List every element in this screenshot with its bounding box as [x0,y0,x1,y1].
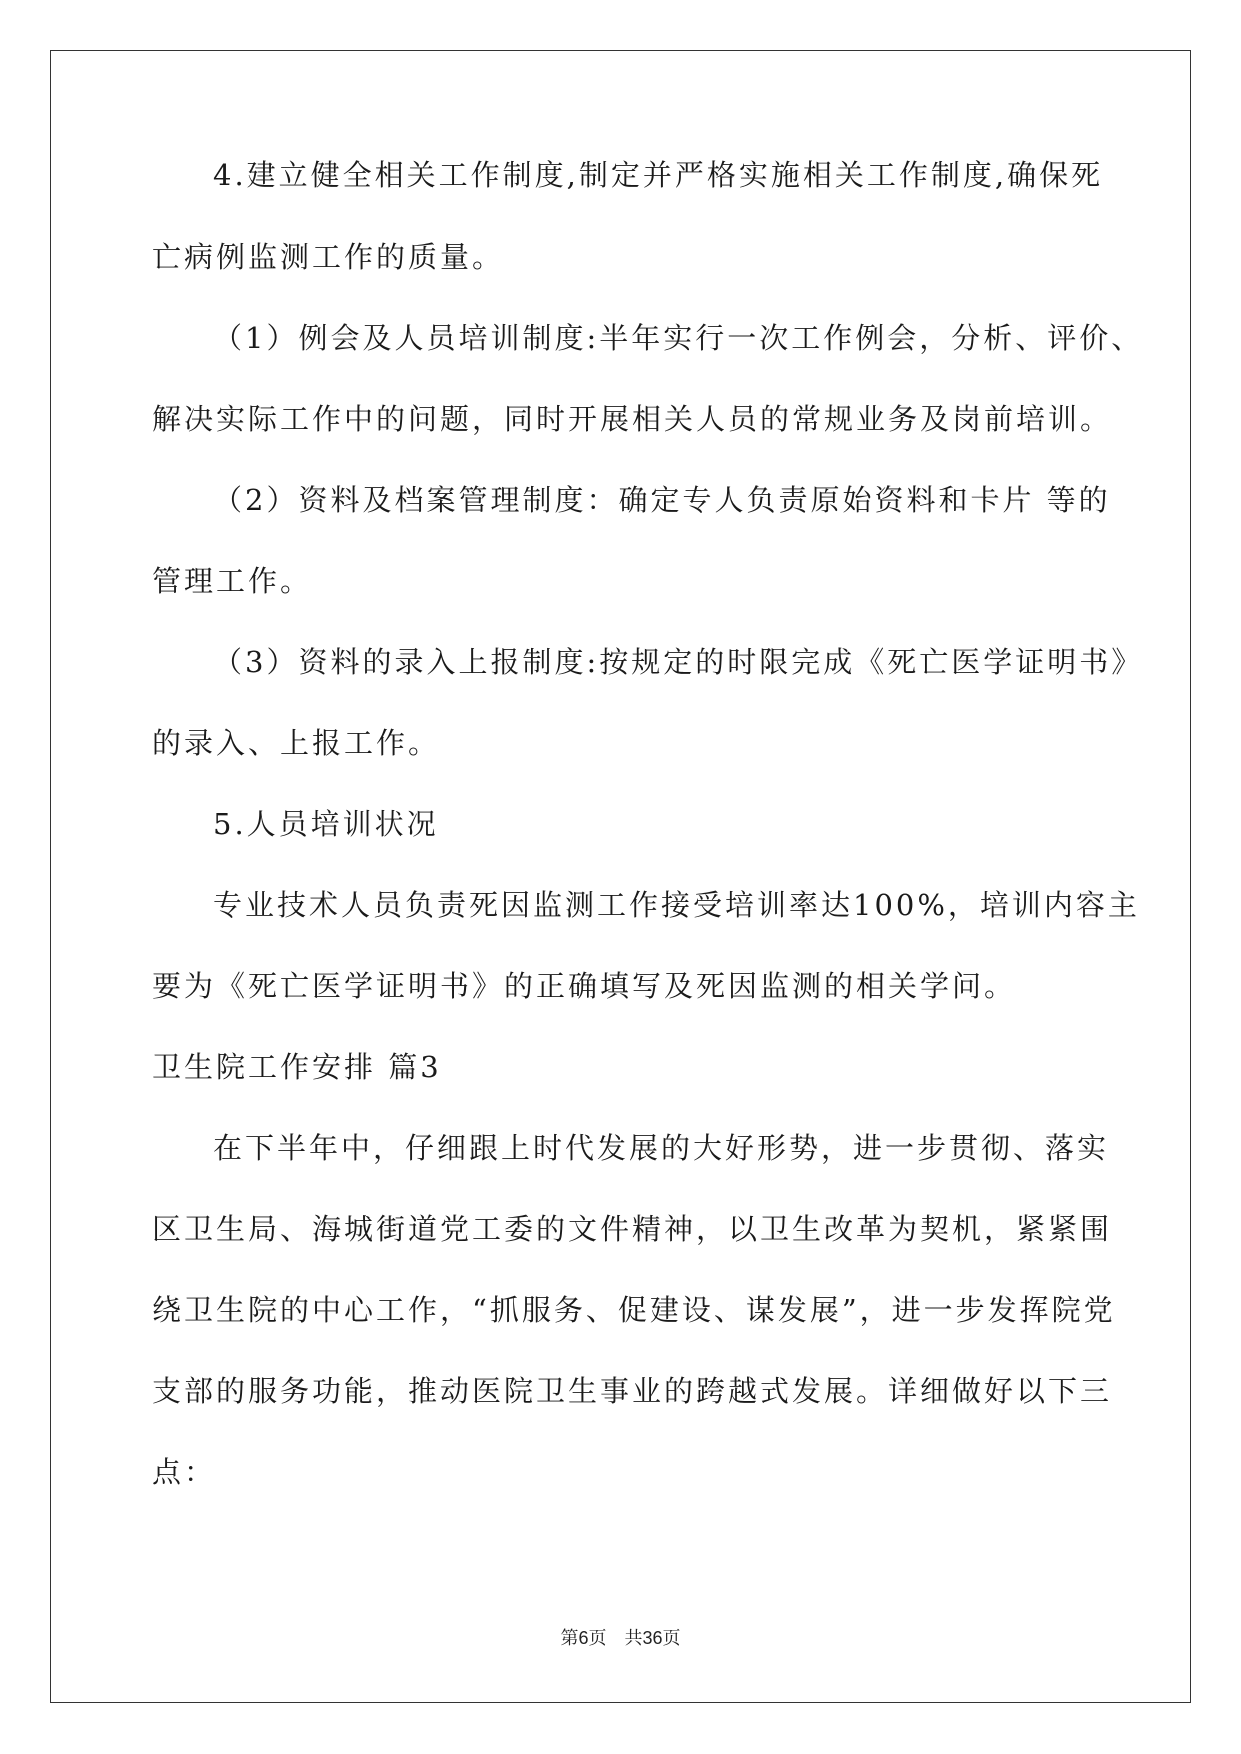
page-prefix: 第 [560,1628,579,1649]
paragraph-line: 专业技术人员负责死因监测工作接受培训率达100%，培训内容主 [213,888,1140,922]
page-border [50,50,1191,1703]
page-footer [0,1626,1241,1651]
paragraph-line: 区卫生局、海城街道党工委的文件精神，以卫生改革为契机，紧紧围 [152,1212,1113,1246]
section-heading: 5.人员培训状况 [213,807,439,841]
paragraph-line: 支部的服务功能，推动医院卫生事业的跨越式发展。详细做好以下三 [152,1374,1113,1408]
page-current: 6 [578,1628,589,1648]
page-suffix: 页 [588,1628,607,1649]
paragraph-line: 绕卫生院的中心工作，“抓服务、促建设、谋发展”，进一步发挥院党 [152,1293,1116,1327]
paragraph-line: （1）例会及人员培训制度:半年实行一次工作例会，分析、评价、 [213,321,1144,355]
paragraph-line: 管理工作。 [152,564,313,598]
paragraph-line: 在下半年中，仔细跟上时代发展的大好形势，进一步贯彻、落实 [213,1131,1110,1165]
page-total: 36 [642,1628,663,1648]
total-suffix: 页 [662,1628,681,1649]
paragraph-line: 解决实际工作中的问题，同时开展相关人员的常规业务及岗前培训。 [152,402,1113,436]
paragraph-line: 亡病例监测工作的质量。 [152,240,505,274]
paragraph-line: 的录入、上报工作。 [152,726,441,760]
article-title: 卫生院工作安排 篇3 [152,1050,442,1084]
paragraph-line: （3）资料的录入上报制度:按规定的时限完成《死亡医学证明书》 [213,645,1144,679]
total-prefix: 共 [624,1628,643,1649]
paragraph-line: 要为《死亡医学证明书》的正确填写及死因监测的相关学问。 [152,969,1017,1003]
paragraph-line: 点： [152,1455,217,1489]
paragraph-line: （2）资料及档案管理制度：确定专人负责原始资料和卡片 等的 [213,483,1111,517]
paragraph-line: 4.建立健全相关工作制度,制定并严格实施相关工作制度,确保死 [213,158,1104,192]
